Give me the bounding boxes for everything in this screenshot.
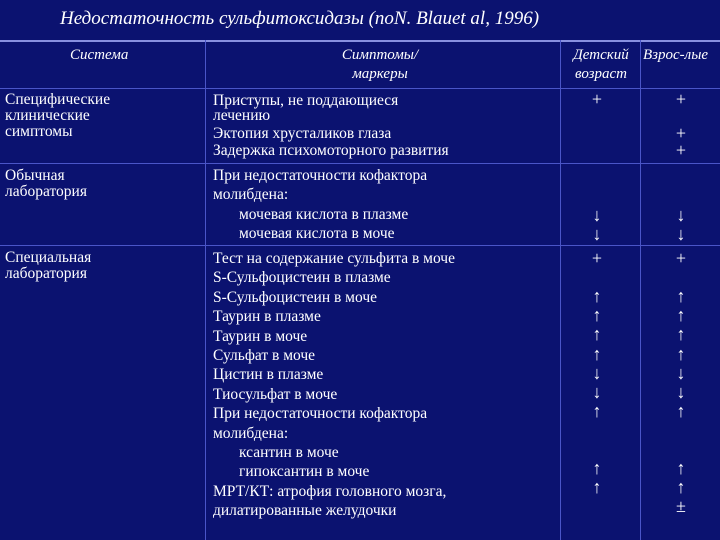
system-special-lab: Специальная лаборатория [5, 249, 92, 282]
symptom-row: Тиосульфат в моче [213, 385, 338, 403]
adult-mark: ↓ [676, 363, 686, 383]
child-mark: ↓ [592, 224, 602, 244]
symptom-row: Тест на содержание сульфита в моче [213, 250, 455, 267]
child-mark: ↓ [592, 205, 602, 225]
symptom-row: МРТ/КТ: атрофия головного мозга, [213, 482, 447, 500]
symptom-row: Эктопия хрусталиков глаза [213, 124, 392, 142]
symptom-row: дилатированные желудочки [213, 502, 397, 520]
symptom-row: Сульфат в моче [213, 347, 316, 365]
adult-mark: + [675, 89, 687, 109]
child-mark: ↑ [592, 344, 602, 364]
symptom-row: мочевая кислота в моче [239, 225, 395, 243]
symptom-row: Таурин в плазме [213, 308, 321, 326]
symptom-row: При недостаточности кофактора [213, 405, 428, 423]
symptom-row: Таурин в моче [213, 327, 308, 345]
adult-mark: ↑ [676, 286, 686, 306]
header-system: Система [70, 47, 129, 63]
symptoms-section-2 [213, 166, 427, 244]
child-mark: + [591, 248, 603, 268]
header-symptoms-line2: маркеры [352, 66, 408, 82]
symptom-row: лечению [213, 107, 271, 125]
title-reference: (поN. Blauet al, 1996) [368, 8, 540, 29]
header-adults: Взрос-лые [643, 47, 709, 63]
adult-mark: + [675, 248, 687, 268]
title-main: Недостаточность сульфитоксидазы [60, 8, 364, 29]
child-mark: ↑ [592, 477, 602, 497]
system-specific-symptoms: Специфические клинические симптомы [5, 91, 111, 140]
adult-mark: ↑ [676, 458, 686, 478]
symptom-row: При недостаточности кофактора [213, 167, 428, 184]
page-title [60, 8, 700, 30]
adult-mark: ↓ [676, 224, 686, 244]
section-divider-2 [0, 245, 720, 246]
child-mark: ↑ [592, 286, 602, 306]
symptom-row: гипоксантин в моче [239, 463, 370, 481]
header-symptoms-line1: Симптомы/ [341, 47, 419, 63]
symptom-row: ксантин в моче [239, 444, 339, 462]
header-child-line1: Детский [573, 47, 629, 63]
symptom-row: молибдена: [213, 186, 289, 204]
header-symptoms [300, 46, 460, 84]
column-divider-symptoms [560, 40, 561, 540]
header-divider [0, 88, 720, 89]
adult-mark: ± [676, 496, 686, 516]
symptom-row: Задержка психомоторного развития [213, 142, 449, 160]
symptom-row: S-Сульфоцистеин в моче [213, 288, 378, 306]
adult-mark: + [675, 140, 687, 160]
symptom-row: мочевая кислота в плазме [239, 205, 409, 223]
symptom-row: S-Сульфоцистеин в плазме [213, 269, 391, 287]
child-mark: + [591, 89, 603, 109]
column-divider-system [205, 40, 206, 540]
adult-mark: ↑ [676, 477, 686, 497]
system-routine-lab: Обычная лаборатория [5, 167, 87, 200]
table-top-border [0, 40, 720, 42]
child-mark: ↑ [592, 401, 602, 421]
adult-mark: + [675, 123, 687, 143]
symptom-row: молибдена: [213, 424, 289, 442]
adult-mark: ↑ [676, 401, 686, 421]
adult-mark: ↑ [676, 305, 686, 325]
symptom-row: Цистин в плазме [213, 366, 324, 384]
column-divider-child [640, 40, 641, 540]
adult-mark: ↑ [676, 344, 686, 364]
adult-mark: ↓ [676, 382, 686, 402]
child-mark: ↑ [592, 305, 602, 325]
symptom-row: Приступы, не поддающиеся [213, 92, 399, 109]
child-mark: ↑ [592, 324, 602, 344]
header-child-line2: возраст [575, 66, 627, 82]
child-mark: ↑ [592, 458, 602, 478]
adult-mark: ↑ [676, 324, 686, 344]
adult-mark: ↓ [676, 205, 686, 225]
symptoms-section-1 [213, 91, 449, 161]
child-mark: ↓ [592, 382, 602, 402]
child-mark: ↓ [592, 363, 602, 383]
header-child-age [563, 46, 639, 84]
symptoms-section-3 [213, 249, 455, 521]
section-divider-1 [0, 163, 720, 164]
